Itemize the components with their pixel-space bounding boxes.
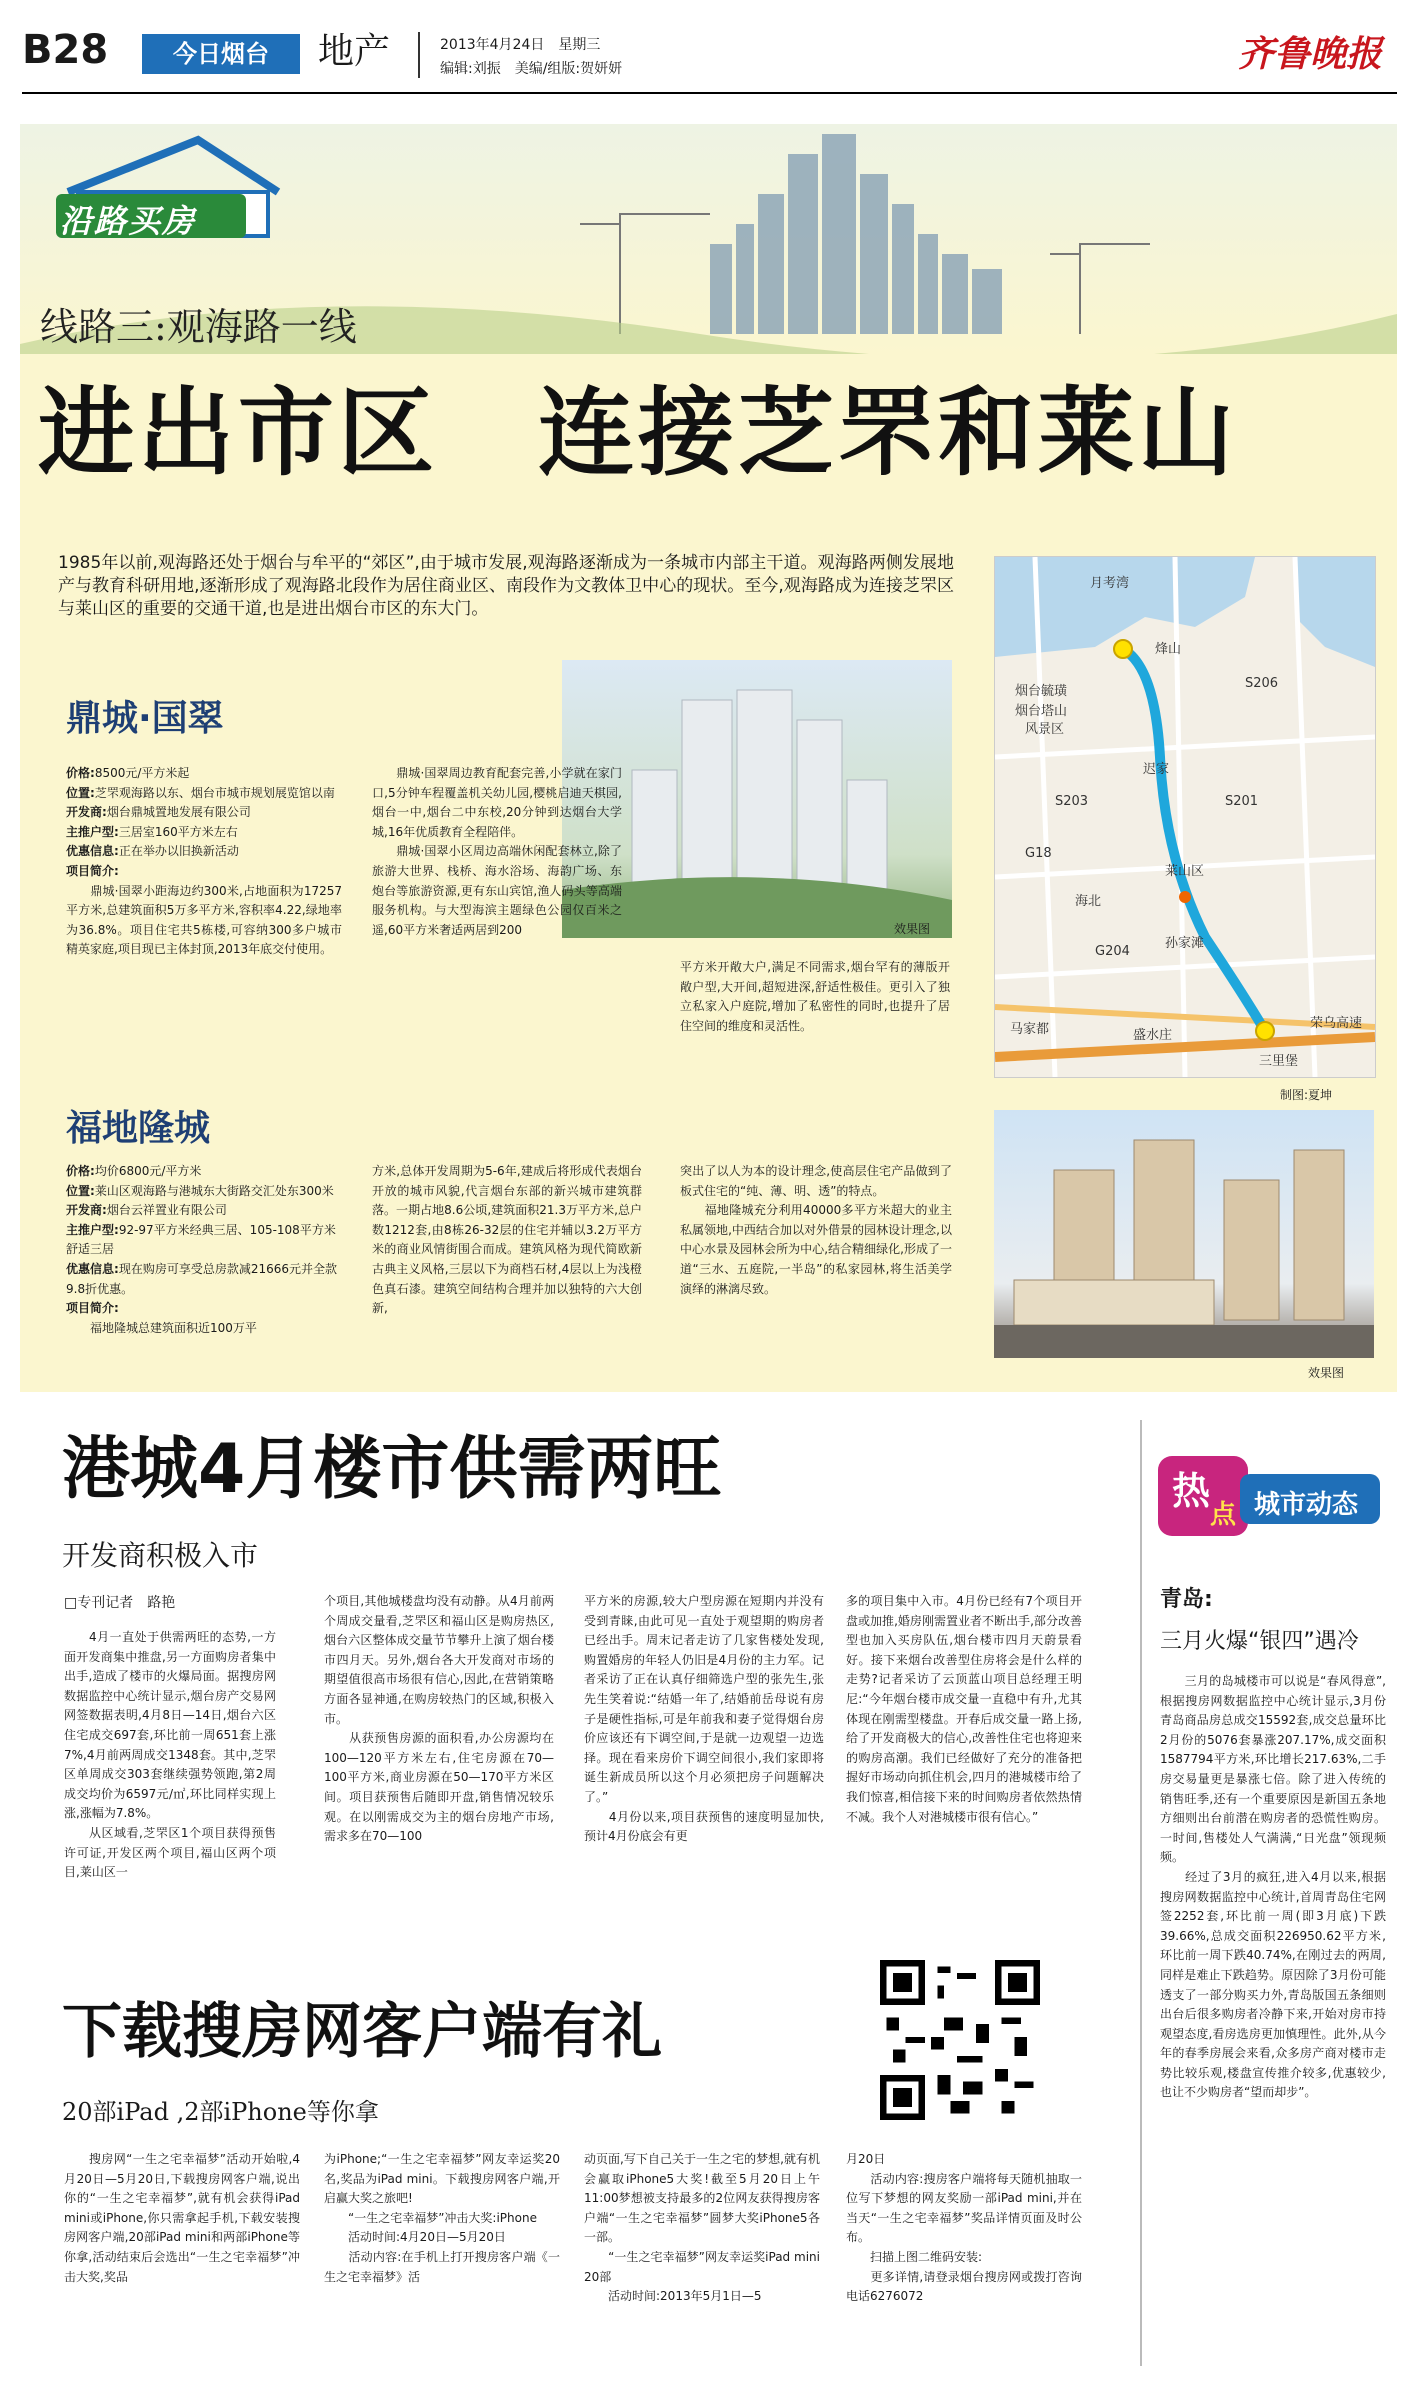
project1-col3: 平方米开敞大户,满足不同需求,烟台罕有的薄版开敞户型,大开间,超短进深,舒适性极佳。更引入了独立私家入户庭院,增加了私密性的同时,也提升了居住空间的维度和灵活性。	[680, 960, 950, 1033]
project2-col1: 福地隆城总建筑面积近100万平	[66, 1320, 257, 1335]
ad-col2: 为iPhone;“一生之宅幸福梦”网友幸运奖20名,奖品为iPad mini。下载搜房网客户端,开启赢大奖之旅吧! “一生之宅幸福梦”冲击大奖:iPhone 活动时间:4月20日—5月20日 活动内容:在手机上打开搜房客户端《一生之宅幸福梦》活	[324, 2152, 560, 2284]
route-map	[994, 556, 1376, 1078]
sidebar-badge	[1150, 1436, 1390, 1546]
fact-key: 开发商:	[66, 1203, 107, 1218]
article2-byline	[64, 1592, 175, 1612]
fact-value: 莱山区观海路与港城东大街路交汇处东300米	[94, 1183, 334, 1198]
editors-line: 编辑:刘振 美编/组版:贺妍妍	[440, 61, 623, 77]
project2-col3: 突出了以人为本的设计理念,使高层住宅产品做到了板式住宅的“纯、薄、明、透”的特点。 福地隆城充分利用40000多平方米超大的业主私属领地,中西结合加以对外借景的园林设计理念,以中心水景及园林会所为中心,结合精细绿化,形成了一道“三水、五庭院,一半岛”的私家园林,将生活美学演绎的淋漓尽致。	[680, 1164, 952, 1296]
fact-key: 价格:	[66, 1164, 95, 1178]
map-label: S206	[1245, 676, 1279, 691]
project2-col2: 方米,总体开发周期为5-6年,建成后将形成代表烟台开放的城市风貌,代言烟台东部的新兴城市建筑群落。一期占地8.6公顷,建筑面积21.3万平方米,总户数1212套,由8栋26-32层的住宅并辅以3.2万平方米的商业风情街围合而成。建筑风格为现代简欧新古典主义风格,三层以下为商档石材,4层以上为浅橙色真石漆。建筑空间结构合理并加以独特的六大创新,	[372, 1164, 642, 1316]
ad-subhead: 20部iPad ,2部iPhone等你拿	[62, 2098, 379, 2126]
project1-title: 鼎城·国翠	[66, 698, 224, 739]
page-number: B28	[22, 27, 109, 73]
ad-headline: 下载搜房网客户端有礼	[62, 1997, 662, 2067]
fact-key: 优惠信息:	[66, 844, 119, 859]
article2-col2: 个项目,其他城楼盘均没有动静。从4月前两个周成交量看,芝罘区和福山区是购房热区,烟台六区整体成交量节节攀升上演了烟台楼市四月天。另外,烟台各大开发商对市场的期望值很高市场很有信心,因此,在营销策略方面各显神通,在购房较热门的区域,积极入市。 从获预售房源的面积看,办公房源均在100—120平方米左右,住宅房源在70—100平方米,商业房源在50—170平方米区间。项目获预售后随即开盘,销售情况较乐观。在以刚需成交为主的烟台房地产市场,需求多在70—100	[324, 1594, 554, 1844]
ad-col3: 动页面,写下自己关于一生之宅的梦想,就有机会赢取iPhone5大奖!截至5月20日上午11:00梦想被支持最多的2位网友获得搜房客户端“一生之宅幸福梦”圆梦大奖iPhone5各一部。 “一生之宅幸福梦”网友幸运奖iPad mini 20部 活动时间:2013年5月1日—5	[584, 2152, 820, 2304]
project1-photo-caption: 效果图	[894, 922, 931, 936]
byline-name: 路艳	[147, 1595, 176, 1611]
newspaper-logo: 齐鲁晚报	[1238, 33, 1383, 75]
date-line: 2013年4月24日 星期三	[440, 37, 601, 53]
map-label: 迟家	[1143, 762, 1170, 777]
article2-col4: 多的项目集中入市。4月份已经有7个项目开盘或加推,婚房刚需置业者不断出手,部分改善型也加入买房队伍,烟台楼市四月天蔚景看好。接下来烟台改善型住房将会是什么样的走势?记者采访了云顶蓝山项目总经理王明尼:“今年烟台楼市成交量一直稳中有升,尤其体现在刚需型楼盘。开春后成交量一路上扬,给了开发商极大的信心,改善性住宅也将迎来的购房高潮。我们已经做好了充分的准备把握好市场动向抓住机会,四月的港城楼市给了我们惊喜,相信接下来的时间购房者依然热情不减。我个人对港城楼市很有信心。”	[846, 1594, 1082, 1824]
fact-value: 正在举办以旧换新活动	[118, 844, 239, 859]
map-credit: 制图:夏坤	[1280, 1088, 1333, 1102]
map-label: S203	[1055, 794, 1089, 809]
fact-key: 项目简介:	[66, 1301, 119, 1316]
fact-value: 烟台鼎城置地发展有限公司	[106, 805, 251, 820]
section-title: 地产	[318, 31, 391, 72]
sidebar-city: 青岛:	[1160, 1587, 1213, 1612]
map-label: S201	[1225, 794, 1259, 809]
map-label: 莱山区	[1165, 864, 1205, 879]
fact-key: 位置:	[66, 785, 95, 800]
sidebar-headline: 三月火爆“银四”遇冷	[1160, 1629, 1359, 1654]
fact-value: 芝罘观海路以东、烟台市城市规划展览馆以南	[94, 785, 335, 800]
feature-headline: 进出市区 连接芝罘和莱山	[38, 377, 1238, 489]
article2-headline: 港城4月楼市供需两旺	[62, 1430, 722, 1509]
map-label: 马家都	[1010, 1022, 1050, 1037]
map-label: 风景区	[1025, 722, 1065, 737]
map-label: 三里堡	[1259, 1054, 1299, 1069]
map-label: 月考湾	[1090, 576, 1130, 591]
masthead-rule	[22, 92, 1397, 94]
map-label: 烟台毓璜	[1015, 684, 1068, 699]
fact-value: 现在购房可享受总房款减21666元并全款9.8折优惠。	[66, 1261, 337, 1296]
fact-key: 项目简介:	[66, 863, 119, 878]
badge-hot: 热	[1172, 1469, 1211, 1513]
fact-key: 主推户型:	[66, 824, 119, 839]
project2-photo-caption: 效果图	[1308, 1366, 1345, 1380]
map-label: 烽山	[1155, 642, 1182, 657]
ad-col4: 月20日 活动内容:搜房客户端将每天随机抽取一位写下梦想的网友奖励一部iPad mini,并在当天“一生之宅幸福梦”奖品详情页面及时公布。 扫描上图二维码安装: 更多详情,请登录烟台搜房网或拨打咨询电话6276072	[846, 2152, 1082, 2304]
map-label: G18	[1025, 846, 1052, 861]
map-marker-icon	[1179, 891, 1191, 903]
fact-value: 92-97平方米经典三居、105-108平方米舒适三居	[66, 1222, 336, 1257]
fact-key: 价格:	[66, 766, 95, 780]
route-label: 线路三:观海路一线	[40, 305, 357, 349]
fact-value: 均价6800元/平方米	[94, 1164, 202, 1178]
fact-value: 烟台云祥置业有限公司	[106, 1203, 227, 1218]
map-label: 荣乌高速	[1310, 1016, 1363, 1031]
article2-col1: 4月一直处于供需两旺的态势,一方面开发商集中推盘,另一方面购房者集中出手,造成了楼市的火爆局面。据搜房网数据监控中心统计显示,烟台房产交易网网签数据表明,4月8日—14日,烟台六区住宅成交697套,环比前一周651套上涨7%,4月前两周成交1348套。其中,芝罘区单周成交303套继续强势领跑,第2周成交均价为6597元/㎡,环比同样实现上涨,涨幅为7.8%。 从区域看,芝罘区1个项目获得预售许可证,开发区两个项目,福山区两个项目,莱山区一	[64, 1630, 276, 1880]
project1-col1: 鼎城·国翠小距海边约300米,占地面积为17257平方米,总建筑面积5万多平方米,容积率4.22,绿地率为36.8%。项目住宅共5栋楼,可容纳300多户城市精英家庭,项目现已主体封顶,2013年底交付使用。	[66, 883, 342, 957]
map-label: 盛水庄	[1133, 1028, 1173, 1043]
project1-col2: 鼎城·国翠周边教育配套完善,小学就在家门口,5分钟车程覆盖机关幼儿园,樱桃启迪天棋园,烟台一中,烟台二中东校,20分钟到达烟台大学城,16年优质教育全程陪伴。 鼎城·国翠小区周边高端休闲配套林立,除了旅游大世界、栈桥、海水浴场、海韵广场、东炮台等旅游资源,更有东山宾馆,渔人码头等高端服务机构。与大型海滨主题绿色公园仅百米之遥,60平方米奢适两居到200	[372, 766, 622, 937]
article2-subhead: 开发商积极入市	[62, 1539, 259, 1572]
article2-col3: 平方米的房源,较大户型房源在短期内并没有受到青睐,由此可见一直处于观望期的购房者已经出手。周末记者走访了几家售楼处发现,购置婚房的年轻人仍旧是4月份的主力军。记者采访了正在认真仔细筛选户型的张先生,张先生笑着说:“结婚一年了,结婚前岳母说有房子是硬性指标,可是年前我和妻子觉得烟台房价应该还有下调空间,于是就一边观望一边选择。现在看来房价下调空间很小,我们家即将诞生新成员所以这个月必须把房子问题解决了。” 4月份以来,项目获预售的速度明显加快,预计4月份底会有更	[584, 1594, 824, 1844]
map-label: 海北	[1075, 894, 1102, 909]
badge-dot: 点	[1210, 1500, 1237, 1530]
byline-mark: □	[64, 1595, 78, 1611]
qr-code-icon[interactable]	[880, 1960, 1040, 2120]
masthead-divider	[418, 32, 420, 78]
project2-facts	[66, 1162, 344, 1338]
section-badge: 今日烟台	[142, 34, 300, 74]
fact-key: 开发商:	[66, 805, 107, 820]
fact-key: 优惠信息:	[66, 1261, 119, 1276]
fact-key: 主推户型:	[66, 1222, 119, 1237]
byline-role: 专刊记者	[77, 1595, 134, 1611]
column-logo: 沿路买房	[60, 202, 197, 240]
map-label: 烟台塔山	[1015, 704, 1068, 719]
project2-title: 福地隆城	[66, 1108, 211, 1149]
fact-value: 三居室160平方米左右	[118, 824, 238, 839]
sidebar-body: 三月的岛城楼市可以说是“春风得意”,根据搜房网数据监控中心统计显示,3月份青岛商品房总成交15592套,成交总量环比2月份的5076套暴涨207.17%,成交面积1587794平方米,环比增长217.63%,二手房交易量更是暴涨七倍。除了进入传统的销售旺季,还有一个重要原因是新国五条地方细则出台前潜在购房者的恐慌性购房。一时间,售楼处人气满满,“日光盘”领现频频。 经过了3月的疯狂,进入4月以来,根据搜房网数据监控中心统计,首周青岛住宅网签2252套,环比前一周(即3月底)下跌39.66%,总成交面积226950.62平方米,环比前一周下跌40.74%,在刚过去的两周,同样是难止下跌趋势。原因除了3月份可能透支了一部分购买力外,青岛版国五条细则出台后很多购房者冷静下来,开始对房市持观望态度,看房选房更加慎理性。此外,从今年的春季房展会来看,众多房产商对楼市走势比较乐观,楼盘宣传推介较多,优惠较少,也让不少购房者“望而却步”。	[1160, 1674, 1386, 2100]
badge-label: 城市动态	[1254, 1490, 1359, 1520]
map-label: G204	[1095, 944, 1130, 959]
map-label: 孙家滩	[1165, 936, 1205, 951]
feature-intro: 1985年以前,观海路还处于烟台与牟平的“郊区”,由于城市发展,观海路逐渐成为一条城市内部主干道。观海路两侧发展地产与教育科研用地,逐渐形成了观海路北段作为居住商业区、南段作为文教体卫中心的现状。至今,观海路成为连接芝罘区与莱山区的重要的交通干道,也是进出烟台市区的东大门。	[58, 553, 954, 619]
ad-col1: 搜房网“一生之宅幸福梦”活动开始啦,4月20日—5月20日,下载搜房网客户端,说出你的“一生之宅幸福梦”,就有机会获得iPad mini或iPhone,你只需拿起手机,下载安装搜房网客户端,20部iPad mini和两部iPhone等你拿,活动结束后会选出“一生之宅幸福梦”冲击大奖,奖品	[64, 2152, 300, 2284]
project1-facts	[66, 764, 342, 960]
fact-key: 位置:	[66, 1183, 95, 1198]
fact-value: 8500元/平方米起	[94, 766, 190, 780]
sidebar-divider	[1140, 1420, 1142, 2366]
project2-photo	[994, 1110, 1374, 1358]
